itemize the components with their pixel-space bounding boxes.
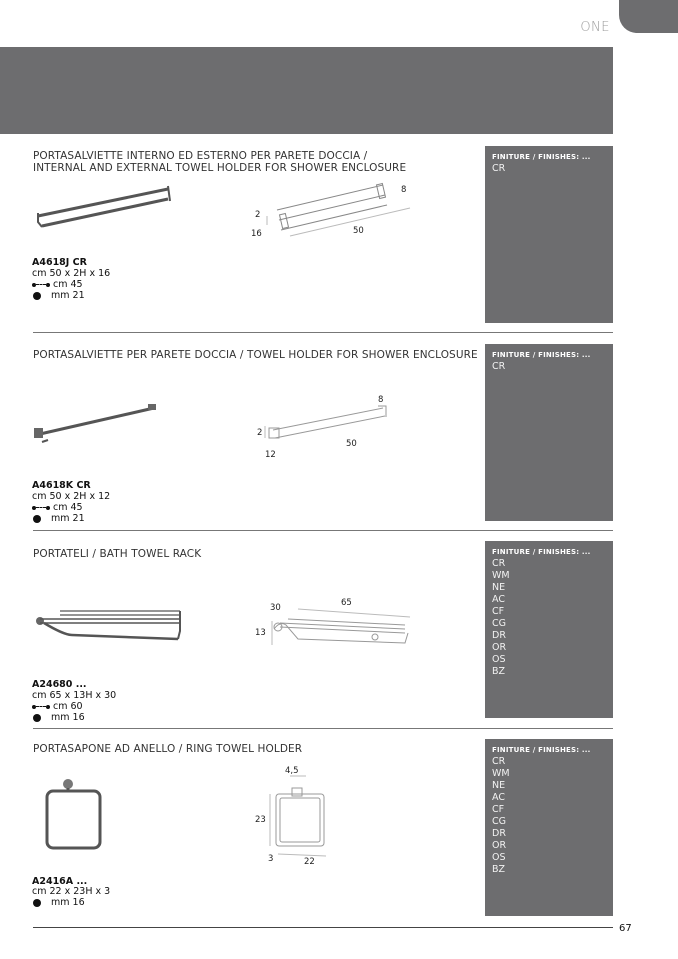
- finishes-heading: FINITURE / FINISHES: ...: [492, 351, 591, 359]
- diameter-icon: [33, 292, 41, 300]
- dim-length: 22: [304, 857, 315, 867]
- finish-code: CF: [492, 606, 505, 617]
- dimensions: cm 50 x 2H x 12: [32, 491, 111, 502]
- dim-length: 50: [346, 439, 357, 449]
- finish-code: BZ: [492, 864, 506, 875]
- finish-code: AC: [492, 792, 505, 803]
- dim-width: 4,5: [285, 766, 299, 776]
- finish-code: OS: [492, 852, 506, 863]
- product-2-finishes-panel: [485, 344, 613, 521]
- finish-code: CF: [492, 804, 505, 815]
- product-3-code: A24680 ...: [32, 679, 87, 690]
- finish-code: NE: [492, 780, 506, 791]
- dim-length: 50: [353, 226, 364, 236]
- header-banner: [0, 47, 613, 134]
- dim-height: 2: [257, 428, 263, 438]
- product-1-code: A4618J CR: [32, 257, 87, 268]
- page-corner-tab: [619, 0, 678, 33]
- section-divider: [33, 332, 613, 333]
- finishes-heading: FINITURE / FINISHES: ...: [492, 548, 591, 556]
- product-4-title: PORTASAPONE AD ANELLO / RING TOWEL HOLDER: [33, 743, 303, 755]
- dim-depth: 8: [401, 185, 407, 195]
- diameter: mm 16: [51, 712, 85, 723]
- product-3-specs: [32, 690, 116, 723]
- product-1-drawing: [245, 178, 420, 240]
- diameter: mm 21: [51, 513, 85, 524]
- dim-length: 65: [341, 598, 352, 608]
- finishes-list: [492, 756, 613, 876]
- product-3-photo: [30, 605, 190, 650]
- dim-depth: 3: [268, 854, 274, 864]
- finish-code: OR: [492, 642, 507, 653]
- product-4-photo: [38, 776, 108, 856]
- section-divider: [33, 728, 613, 729]
- series-name: ONE: [580, 20, 610, 35]
- finish-code: NE: [492, 582, 506, 593]
- diameter-icon: [33, 714, 41, 722]
- finish-code: WM: [492, 570, 510, 581]
- product-4-specs: [32, 886, 110, 908]
- dim-depth: 30: [270, 603, 281, 613]
- dim-projection: 16: [251, 229, 262, 239]
- bar-length: cm 60: [53, 701, 83, 712]
- finishes-heading: FINITURE / FINISHES: ...: [492, 153, 591, 161]
- product-4-code: A2416A ...: [32, 876, 88, 887]
- bar-length-icon: [32, 703, 50, 711]
- product-1-title: PORTASALVIETTE INTERNO ED ESTERNO PER PARETE DOCCIA / INTERNAL AND EXTERNAL TOWEL HOLDER FOR SHOWER ENCLOSURE: [33, 150, 407, 174]
- diameter: mm 16: [51, 897, 85, 908]
- finish-code: WM: [492, 768, 510, 779]
- dim-depth: 8: [378, 395, 384, 405]
- bar-length-icon: [32, 281, 50, 289]
- dim-height: 2: [255, 210, 261, 220]
- finishes-list: [492, 163, 613, 175]
- bar-length-icon: [32, 504, 50, 512]
- diameter: mm 21: [51, 290, 85, 301]
- product-1-specs: [32, 268, 110, 301]
- finish-code: BZ: [492, 666, 506, 677]
- finish-code: CR: [492, 163, 506, 174]
- product-2-code: A4618K CR: [32, 480, 91, 491]
- product-4-finishes-panel: [485, 739, 613, 916]
- product-3-title: PORTATELI / BATH TOWEL RACK: [33, 548, 202, 560]
- section-divider: [33, 530, 613, 531]
- product-2-drawing: [245, 392, 395, 462]
- product-1-finishes-panel: [485, 146, 613, 323]
- dimensions: cm 50 x 2H x 16: [32, 268, 111, 279]
- dimensions: cm 22 x 23H x 3: [32, 886, 111, 897]
- dim-height: 13: [255, 628, 266, 638]
- finish-code: CG: [492, 816, 506, 827]
- finishes-heading: FINITURE / FINISHES: ...: [492, 746, 591, 754]
- dimensions: cm 65 x 13H x 30: [32, 690, 117, 701]
- diameter-icon: [33, 899, 41, 907]
- finish-code: DR: [492, 630, 506, 641]
- page-number: 67: [619, 923, 632, 934]
- dim-height: 23: [255, 815, 266, 825]
- footer-rule: [33, 927, 613, 928]
- product-1-photo: [30, 180, 175, 235]
- product-3-drawing: [250, 595, 420, 655]
- finish-code: DR: [492, 828, 506, 839]
- finish-code: CR: [492, 558, 506, 569]
- product-4-drawing: [250, 760, 340, 870]
- finish-code: CG: [492, 618, 506, 629]
- bar-length: cm 45: [53, 279, 83, 290]
- finishes-list: [492, 558, 613, 678]
- dim-projection: 12: [265, 450, 276, 460]
- product-2-specs: [32, 491, 110, 524]
- finish-code: OS: [492, 654, 506, 665]
- finish-code: CR: [492, 361, 506, 372]
- bar-length: cm 45: [53, 502, 83, 513]
- diameter-icon: [33, 515, 41, 523]
- finish-code: CR: [492, 756, 506, 767]
- product-2-title: PORTASALVIETTE PER PARETE DOCCIA / TOWEL HOLDER FOR SHOWER ENCLOSURE: [33, 349, 478, 361]
- finishes-list: [492, 361, 613, 373]
- product-3-finishes-panel: [485, 541, 613, 718]
- product-2-photo: [28, 398, 163, 448]
- finish-code: AC: [492, 594, 505, 605]
- finish-code: OR: [492, 840, 507, 851]
